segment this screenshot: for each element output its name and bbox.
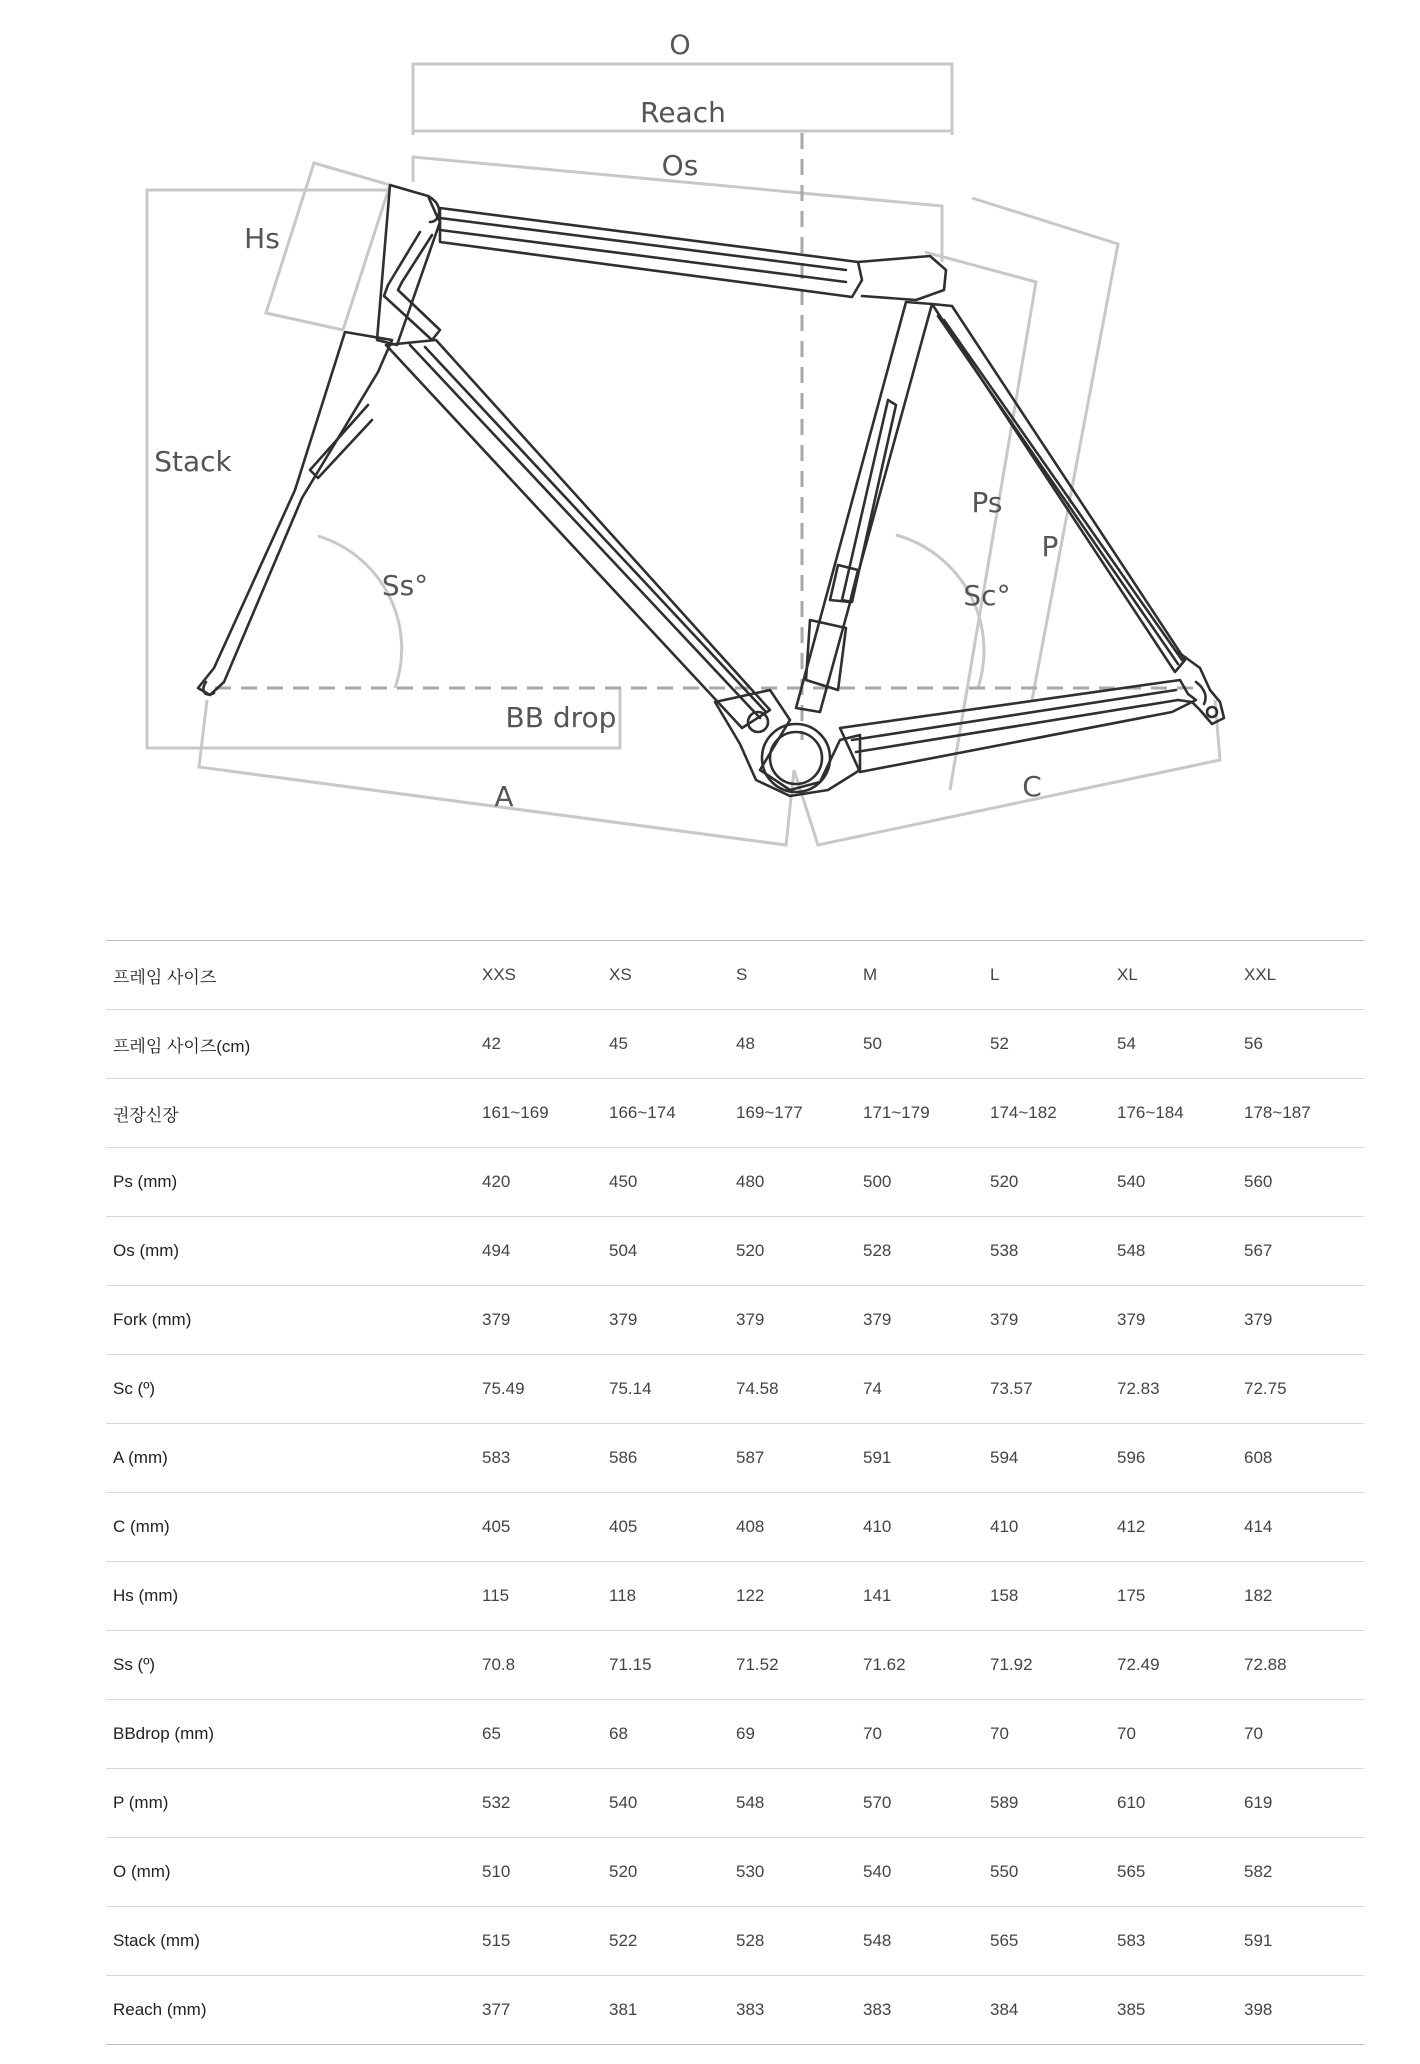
size-header-cell: XS bbox=[602, 941, 729, 1010]
table-cell: 480 bbox=[729, 1148, 856, 1217]
label-os: Os bbox=[661, 149, 699, 182]
label-ss: Ss° bbox=[381, 569, 429, 602]
table-cell: 610 bbox=[1110, 1769, 1237, 1838]
table-cell: 122 bbox=[729, 1562, 856, 1631]
table-cell: 73.57 bbox=[983, 1355, 1110, 1424]
table-cell: 450 bbox=[602, 1148, 729, 1217]
table-cell: 596 bbox=[1110, 1424, 1237, 1493]
table-cell: 385 bbox=[1110, 1976, 1237, 2045]
row-label: Reach (mm) bbox=[106, 1976, 475, 2045]
table-cell: 169~177 bbox=[729, 1079, 856, 1148]
label-a: A bbox=[494, 780, 514, 813]
table-cell: 520 bbox=[729, 1217, 856, 1286]
table-cell: 70 bbox=[1237, 1700, 1364, 1769]
table-cell: 115 bbox=[475, 1562, 602, 1631]
row-label: C (mm) bbox=[106, 1493, 475, 1562]
table-cell: 412 bbox=[1110, 1493, 1237, 1562]
table-cell: 540 bbox=[602, 1769, 729, 1838]
table-cell: 52 bbox=[983, 1010, 1110, 1079]
table-cell: 500 bbox=[856, 1148, 983, 1217]
table-cell: 379 bbox=[475, 1286, 602, 1355]
table-cell: 538 bbox=[983, 1217, 1110, 1286]
row-label: 프레임 사이즈(cm) bbox=[106, 1010, 475, 1079]
table-cell: 379 bbox=[602, 1286, 729, 1355]
row-label: Hs (mm) bbox=[106, 1562, 475, 1631]
table-cell: 158 bbox=[983, 1562, 1110, 1631]
table-cell: 548 bbox=[729, 1769, 856, 1838]
table-cell: 583 bbox=[475, 1424, 602, 1493]
row-label: Stack (mm) bbox=[106, 1907, 475, 1976]
arc-ss bbox=[318, 536, 402, 688]
table-cell: 71.62 bbox=[856, 1631, 983, 1700]
dimension-labels bbox=[154, 30, 1058, 813]
table-cell: 166~174 bbox=[602, 1079, 729, 1148]
table-row bbox=[106, 1976, 1364, 2045]
table-cell: 565 bbox=[1110, 1838, 1237, 1907]
table-cell: 69 bbox=[729, 1700, 856, 1769]
row-label: O (mm) bbox=[106, 1838, 475, 1907]
table-cell: 565 bbox=[983, 1907, 1110, 1976]
table-cell: 141 bbox=[856, 1562, 983, 1631]
size-header-cell: XXS bbox=[475, 941, 602, 1010]
table-cell: 70 bbox=[983, 1700, 1110, 1769]
table-row bbox=[106, 1148, 1364, 1217]
size-header-cell: L bbox=[983, 941, 1110, 1010]
table-cell: 175 bbox=[1110, 1562, 1237, 1631]
dim-hs bbox=[266, 163, 390, 330]
table-cell: 504 bbox=[602, 1217, 729, 1286]
row-label: Sc (º) bbox=[106, 1355, 475, 1424]
table-cell: 118 bbox=[602, 1562, 729, 1631]
table-cell: 494 bbox=[475, 1217, 602, 1286]
table-cell: 398 bbox=[1237, 1976, 1364, 2045]
table-cell: 45 bbox=[602, 1010, 729, 1079]
table-row bbox=[106, 1631, 1364, 1700]
row-label: Os (mm) bbox=[106, 1217, 475, 1286]
table-cell: 520 bbox=[602, 1838, 729, 1907]
row-label: 권장신장 bbox=[106, 1079, 475, 1148]
table-cell: 583 bbox=[1110, 1907, 1237, 1976]
table-cell: 74.58 bbox=[729, 1355, 856, 1424]
table-row bbox=[106, 1769, 1364, 1838]
table-cell: 570 bbox=[856, 1769, 983, 1838]
table-cell: 72.49 bbox=[1110, 1631, 1237, 1700]
row-label: 프레임 사이즈 bbox=[106, 941, 475, 1010]
table-cell: 410 bbox=[856, 1493, 983, 1562]
table-cell: 182 bbox=[1237, 1562, 1364, 1631]
table-cell: 548 bbox=[856, 1907, 983, 1976]
table-header-row bbox=[106, 941, 1364, 1010]
table-cell: 408 bbox=[729, 1493, 856, 1562]
label-sc: Sc° bbox=[963, 579, 1011, 612]
table-cell: 68 bbox=[602, 1700, 729, 1769]
table-cell: 70 bbox=[856, 1700, 983, 1769]
label-o-top: O bbox=[669, 30, 691, 61]
table-cell: 379 bbox=[729, 1286, 856, 1355]
table-cell: 567 bbox=[1237, 1217, 1364, 1286]
table-cell: 591 bbox=[1237, 1907, 1364, 1976]
table-row bbox=[106, 1079, 1364, 1148]
table-cell: 54 bbox=[1110, 1010, 1237, 1079]
table-cell: 530 bbox=[729, 1838, 856, 1907]
table-cell: 520 bbox=[983, 1148, 1110, 1217]
table-cell: 420 bbox=[475, 1148, 602, 1217]
table-cell: 587 bbox=[729, 1424, 856, 1493]
row-label: Fork (mm) bbox=[106, 1286, 475, 1355]
label-p: P bbox=[1041, 530, 1059, 563]
size-header-cell: XXL bbox=[1237, 941, 1364, 1010]
table-cell: 42 bbox=[475, 1010, 602, 1079]
table-cell: 591 bbox=[856, 1424, 983, 1493]
table-cell: 550 bbox=[983, 1838, 1110, 1907]
table-cell: 548 bbox=[1110, 1217, 1237, 1286]
table-cell: 171~179 bbox=[856, 1079, 983, 1148]
geometry-table bbox=[106, 940, 1364, 2045]
table-cell: 532 bbox=[475, 1769, 602, 1838]
table-cell: 50 bbox=[856, 1010, 983, 1079]
label-c: C bbox=[1022, 770, 1042, 803]
table-cell: 377 bbox=[475, 1976, 602, 2045]
row-label: BBdrop (mm) bbox=[106, 1700, 475, 1769]
table-cell: 75.49 bbox=[475, 1355, 602, 1424]
table-row bbox=[106, 1217, 1364, 1286]
table-row bbox=[106, 1286, 1364, 1355]
size-header-cell: XL bbox=[1110, 941, 1237, 1010]
table-cell: 586 bbox=[602, 1424, 729, 1493]
table-cell: 71.92 bbox=[983, 1631, 1110, 1700]
table-cell: 72.88 bbox=[1237, 1631, 1364, 1700]
table-cell: 70.8 bbox=[475, 1631, 602, 1700]
table-cell: 540 bbox=[1110, 1148, 1237, 1217]
table-cell: 379 bbox=[983, 1286, 1110, 1355]
table-cell: 560 bbox=[1237, 1148, 1364, 1217]
table-cell: 619 bbox=[1237, 1769, 1364, 1838]
row-label: A (mm) bbox=[106, 1424, 475, 1493]
table-row bbox=[106, 1010, 1364, 1079]
table-cell: 65 bbox=[475, 1700, 602, 1769]
table-cell: 178~187 bbox=[1237, 1079, 1364, 1148]
table-cell: 379 bbox=[1237, 1286, 1364, 1355]
table-cell: 383 bbox=[729, 1976, 856, 2045]
table-cell: 384 bbox=[983, 1976, 1110, 2045]
table-cell: 582 bbox=[1237, 1838, 1364, 1907]
table-cell: 594 bbox=[983, 1424, 1110, 1493]
table-cell: 71.15 bbox=[602, 1631, 729, 1700]
frame-geometry-diagram bbox=[0, 0, 1420, 880]
size-header-cell: M bbox=[856, 941, 983, 1010]
table-cell: 383 bbox=[856, 1976, 983, 2045]
table-cell: 405 bbox=[602, 1493, 729, 1562]
label-reach: Reach bbox=[640, 96, 726, 129]
size-header-cell: S bbox=[729, 941, 856, 1010]
table-row bbox=[106, 1838, 1364, 1907]
label-bb-drop: BB drop bbox=[505, 701, 617, 734]
table-cell: 515 bbox=[475, 1907, 602, 1976]
label-hs: Hs bbox=[244, 222, 280, 255]
table-cell: 410 bbox=[983, 1493, 1110, 1562]
table-cell: 381 bbox=[602, 1976, 729, 2045]
table-row bbox=[106, 1700, 1364, 1769]
table-cell: 72.83 bbox=[1110, 1355, 1237, 1424]
table-cell: 528 bbox=[856, 1217, 983, 1286]
table-cell: 161~169 bbox=[475, 1079, 602, 1148]
table-cell: 48 bbox=[729, 1010, 856, 1079]
table-cell: 405 bbox=[475, 1493, 602, 1562]
table-cell: 71.52 bbox=[729, 1631, 856, 1700]
table-cell: 56 bbox=[1237, 1010, 1364, 1079]
table-cell: 72.75 bbox=[1237, 1355, 1364, 1424]
row-label: Ss (º) bbox=[106, 1631, 475, 1700]
table-cell: 75.14 bbox=[602, 1355, 729, 1424]
table-cell: 540 bbox=[856, 1838, 983, 1907]
label-ps: Ps bbox=[971, 486, 1003, 519]
table-cell: 74 bbox=[856, 1355, 983, 1424]
table-cell: 414 bbox=[1237, 1493, 1364, 1562]
table-cell: 379 bbox=[1110, 1286, 1237, 1355]
table-cell: 379 bbox=[856, 1286, 983, 1355]
table-cell: 510 bbox=[475, 1838, 602, 1907]
table-cell: 608 bbox=[1237, 1424, 1364, 1493]
row-label: Ps (mm) bbox=[106, 1148, 475, 1217]
table-cell: 174~182 bbox=[983, 1079, 1110, 1148]
table-cell: 528 bbox=[729, 1907, 856, 1976]
table-cell: 176~184 bbox=[1110, 1079, 1237, 1148]
guide-lines bbox=[215, 133, 1195, 740]
table-row bbox=[106, 1907, 1364, 1976]
table-cell: 522 bbox=[602, 1907, 729, 1976]
table-row bbox=[106, 1355, 1364, 1424]
table-cell: 589 bbox=[983, 1769, 1110, 1838]
label-stack: Stack bbox=[154, 445, 232, 478]
dim-a bbox=[199, 700, 794, 845]
table-cell: 70 bbox=[1110, 1700, 1237, 1769]
row-label: P (mm) bbox=[106, 1769, 475, 1838]
table-row bbox=[106, 1493, 1364, 1562]
table-row bbox=[106, 1424, 1364, 1493]
table-row bbox=[106, 1562, 1364, 1631]
